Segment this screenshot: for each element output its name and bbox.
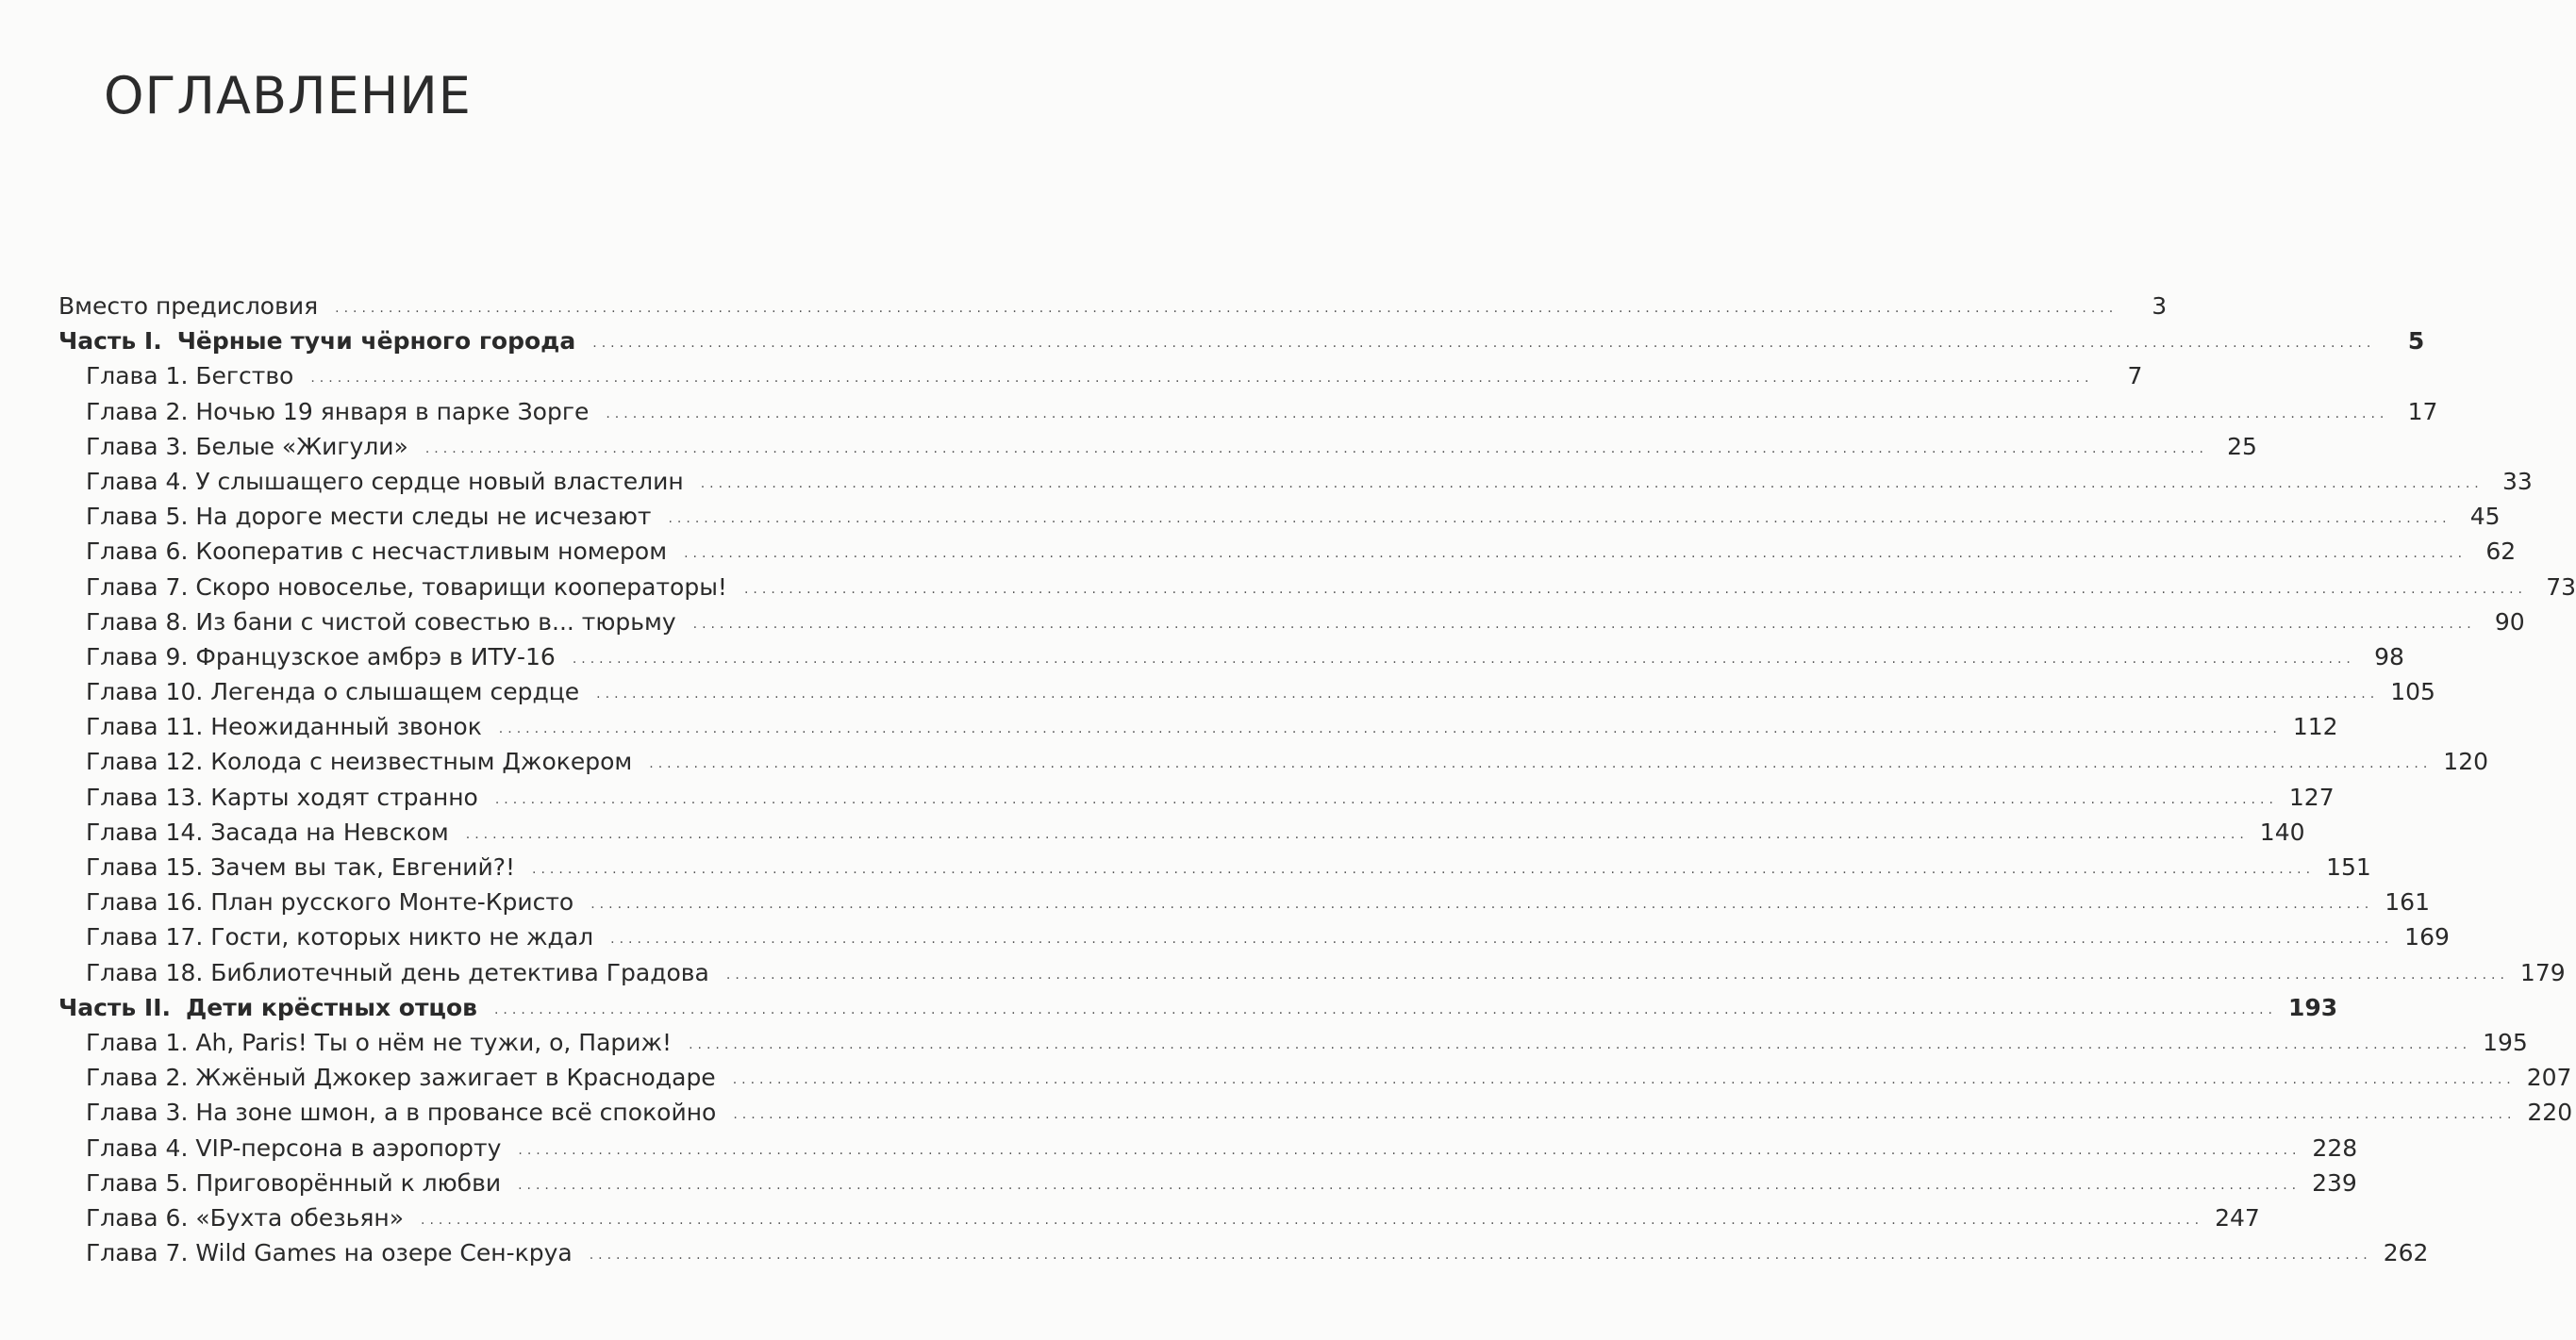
dot-leader: ........................................................................................................................................................................................................ bbox=[692, 616, 2476, 632]
toc-entry bbox=[58, 919, 2450, 954]
dot-leader: ........................................................................................................................................................................................................ bbox=[700, 475, 2484, 491]
entry-title: Вместо предисловия bbox=[58, 292, 319, 320]
entry-title: Глава 17. Гости, которых никто не ждал bbox=[86, 923, 594, 951]
entry-title: Глава 4. У слышащего сердце новый властелин bbox=[86, 467, 684, 495]
page-number: 45 bbox=[2469, 503, 2501, 531]
dot-leader: ........................................................................................................................................................................................................ bbox=[689, 1036, 2472, 1052]
dot-leader: ........................................................................................................................................................................................................ bbox=[725, 967, 2509, 983]
entry-title: Глава 2. Ночью 19 января в парке Зорге bbox=[86, 397, 590, 425]
entry-title: Глава 18. Библиотечный день детектива Градова bbox=[86, 958, 709, 986]
page-number: 127 bbox=[2288, 783, 2335, 811]
entry-title: Глава 5. Приговорённый к любви bbox=[86, 1168, 502, 1197]
dot-leader: ........................................................................................................................................................................................................ bbox=[606, 405, 2389, 422]
page-number: 151 bbox=[2326, 853, 2371, 881]
toc-entry bbox=[58, 429, 2257, 464]
page-number: 228 bbox=[2312, 1133, 2358, 1162]
page-number: 262 bbox=[2383, 1239, 2429, 1267]
toc-part-entry bbox=[58, 323, 2425, 358]
page-number: 7 bbox=[2127, 362, 2143, 390]
entry-title: Чёрные тучи чёрного города bbox=[176, 327, 576, 356]
page-number: 98 bbox=[2374, 642, 2404, 670]
toc-entry bbox=[58, 674, 2435, 709]
dot-leader: ........................................................................................................................................................................................................ bbox=[596, 687, 2380, 703]
page-number: 179 bbox=[2519, 958, 2566, 986]
page-title: ОГЛАВЛЕНИЕ bbox=[104, 66, 472, 125]
dot-leader: ........................................................................................................................................................................................................ bbox=[610, 932, 2394, 948]
entry-title: Глава 12. Колода с неизвестным Джокером bbox=[86, 748, 633, 776]
dot-leader: ........................................................................................................................................................................................................ bbox=[733, 1107, 2517, 1123]
entry-title: Глава 5. На дороге мести следы не исчезают bbox=[86, 503, 652, 531]
toc-entry bbox=[58, 358, 2143, 393]
entry-title: Глава 14. Засада на Невском bbox=[86, 818, 449, 846]
dot-leader: ........................................................................................................................................................................................................ bbox=[465, 826, 2249, 842]
dot-leader: ........................................................................................................................................................................................................ bbox=[532, 862, 2316, 877]
entry-title: Глава 3. Белые «Жигули» bbox=[86, 432, 408, 460]
entry-title: Глава 8. Из бани с чистой совестью в... тюрьму bbox=[86, 607, 676, 636]
dot-leader: ........................................................................................................................................................................................................ bbox=[335, 301, 2119, 316]
page-number: 207 bbox=[2526, 1064, 2572, 1092]
page-number: 120 bbox=[2443, 748, 2489, 776]
page-number: 105 bbox=[2390, 678, 2435, 706]
entry-title: Глава 9. Французское амбрэ в ИТУ-16 bbox=[86, 642, 556, 670]
toc-entry bbox=[58, 885, 2430, 919]
page-number: 140 bbox=[2259, 818, 2305, 846]
toc-entry bbox=[58, 570, 2576, 604]
page-number: 33 bbox=[2501, 467, 2533, 495]
page-number: 62 bbox=[2485, 538, 2517, 566]
toc-entry bbox=[58, 534, 2517, 569]
entry-title: Глава 11. Неожиданный звонок bbox=[86, 713, 482, 741]
toc-entry bbox=[58, 744, 2489, 779]
toc-entry bbox=[58, 1131, 2358, 1166]
page-number: 193 bbox=[2288, 993, 2338, 1021]
toc-entry bbox=[58, 1166, 2357, 1200]
dot-leader: ........................................................................................................................................................................................................ bbox=[590, 897, 2374, 913]
dot-leader: ........................................................................................................................................................................................................ bbox=[572, 651, 2355, 667]
dot-leader: ........................................................................................................................................................................................................ bbox=[649, 756, 2433, 772]
entry-title: Глава 3. На зоне шмон, а в провансе всё спокойно bbox=[86, 1099, 717, 1127]
dot-leader: ........................................................................................................................................................................................................ bbox=[684, 546, 2468, 562]
toc-entry bbox=[58, 1095, 2573, 1130]
entry-title: Глава 1. Ah, Paris! Ты о нём не тужи, о, Париж! bbox=[86, 1028, 673, 1056]
part-label: Часть I. bbox=[58, 327, 162, 356]
page-number: 161 bbox=[2385, 888, 2430, 917]
entry-title: Глава 2. Жжёный Джокер зажигает в Краснодаре bbox=[86, 1064, 716, 1092]
toc-entry bbox=[58, 815, 2305, 850]
entry-title: Глава 16. План русского Монте-Кристо bbox=[86, 888, 574, 917]
entry-title: Глава 1. Бегство bbox=[86, 362, 294, 390]
entry-title: Глава 15. Зачем вы так, Евгений?! bbox=[86, 853, 516, 881]
toc-entry bbox=[58, 499, 2501, 534]
toc-entry bbox=[58, 604, 2525, 639]
dot-leader: ........................................................................................................................................................................................................ bbox=[732, 1072, 2516, 1088]
dot-leader: ........................................................................................................................................................................................................ bbox=[498, 721, 2282, 737]
dot-leader: ........................................................................................................................................................................................................ bbox=[421, 1212, 2204, 1228]
toc-entry bbox=[58, 955, 2566, 990]
toc-entry bbox=[58, 780, 2335, 815]
entry-title: Дети крёстных отцов bbox=[186, 993, 477, 1021]
toc-entry bbox=[58, 1060, 2572, 1095]
toc-entry bbox=[58, 1200, 2260, 1235]
page-number: 239 bbox=[2312, 1168, 2357, 1197]
table-of-contents bbox=[58, 289, 2576, 1270]
page-number: 220 bbox=[2527, 1099, 2573, 1127]
entry-title: Глава 6. Кооператив с несчастливым номером bbox=[86, 538, 668, 566]
dot-leader: ........................................................................................................................................................................................................ bbox=[518, 1142, 2302, 1158]
toc-entry bbox=[58, 709, 2338, 744]
page-number: 112 bbox=[2292, 713, 2338, 741]
entry-title: Глава 7. Wild Games на озере Сен-круа bbox=[86, 1239, 573, 1267]
dot-leader: ........................................................................................................................................................................................................ bbox=[493, 1001, 2278, 1017]
dot-leader: ........................................................................................................................................................................................................ bbox=[743, 581, 2528, 597]
entry-title: Глава 10. Легенда о слышащем сердце bbox=[86, 678, 580, 706]
page-number: 17 bbox=[2407, 397, 2438, 425]
page-number: 247 bbox=[2215, 1203, 2260, 1232]
page-number: 5 bbox=[2407, 327, 2425, 356]
toc-entry bbox=[58, 1025, 2528, 1060]
page-number: 195 bbox=[2483, 1028, 2528, 1056]
dot-leader: ........................................................................................................................................................................................................ bbox=[589, 1248, 2372, 1264]
toc-entry bbox=[58, 464, 2533, 499]
page-number: 25 bbox=[2227, 432, 2257, 460]
dot-leader: ........................................................................................................................................................................................................ bbox=[668, 511, 2451, 527]
dot-leader: ........................................................................................................................................................................................................ bbox=[310, 371, 2094, 387]
page-number: 73 bbox=[2546, 572, 2576, 601]
toc-entry bbox=[58, 639, 2404, 674]
dot-leader: ........................................................................................................................................................................................................ bbox=[518, 1177, 2302, 1193]
toc-part-entry bbox=[58, 990, 2338, 1025]
entry-title: Глава 13. Карты ходят странно bbox=[86, 783, 478, 811]
toc-entry bbox=[58, 289, 2168, 323]
toc-entry bbox=[58, 1235, 2429, 1270]
page-number: 90 bbox=[2494, 607, 2525, 636]
page-number: 3 bbox=[2152, 292, 2168, 320]
entry-title: Глава 4. VIP-персона в аэропорту bbox=[86, 1133, 502, 1162]
toc-entry bbox=[58, 394, 2438, 429]
dot-leader: ........................................................................................................................................................................................................ bbox=[592, 336, 2376, 352]
dot-leader: ........................................................................................................................................................................................................ bbox=[424, 440, 2208, 456]
entry-title: Глава 7. Скоро новоселье, товарищи кооператоры! bbox=[86, 572, 727, 601]
entry-title: Глава 6. «Бухта обезьян» bbox=[86, 1203, 405, 1232]
dot-leader: ........................................................................................................................................................................................................ bbox=[494, 791, 2278, 807]
toc-entry bbox=[58, 850, 2371, 885]
part-label: Часть II. bbox=[58, 993, 171, 1021]
page-number: 169 bbox=[2404, 923, 2450, 951]
